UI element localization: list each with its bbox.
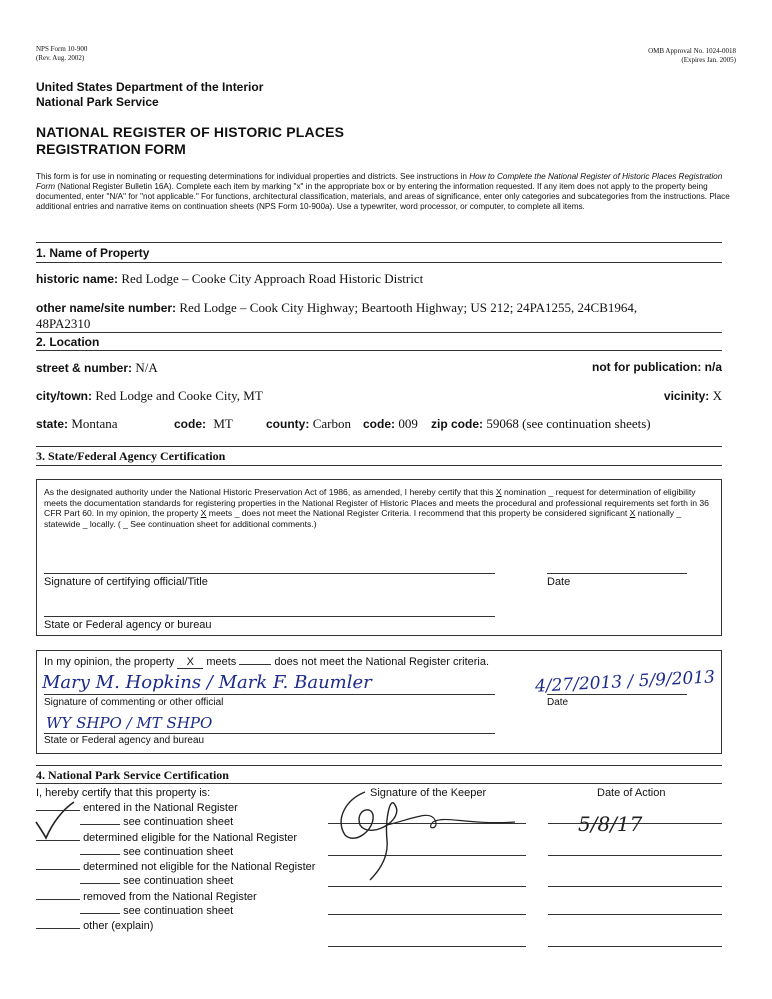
agency-label: State or Federal agency or bureau (44, 619, 212, 631)
certifying-signature-line (44, 573, 495, 574)
commenting-date-line (547, 694, 687, 695)
other-name-value: Red Lodge – Cook City Highway; Beartooth Highway; US 212; 24PA1255, 24CB1964, (179, 300, 638, 315)
divider (36, 765, 722, 766)
instructions: This form is for use in nominating or requesting determinations for individual properties and districts. See instructions in How to Complete the National Register of Historic Places Registration Form (National Register Bulletin 16A). Complete each item by marking "x" in the appropriate box or by entering the information requested. If any item does not apply to the property being documented, enter "N/A" for "not applicable." For functions, architectural classification, materials, and areas of significance, enter only categories and subcategories from the instructions. Place additional entries and narrative items on continuation sheets (NPS Form 10-900a). Use a typewriter, word processor, or computer, to complete all items. (36, 172, 730, 211)
entered-continuation: see continuation sheet (80, 816, 233, 828)
keeper-signature-label: Signature of the Keeper (370, 787, 487, 799)
commenting-agency-line (44, 733, 495, 734)
zip-field: zip code: 59068 (see continuation sheets) (431, 416, 651, 431)
keeper-signature-scribble (315, 780, 535, 890)
not-for-publication: not for publication: n/a (592, 360, 722, 374)
form-number: NPS Form 10-900 (36, 45, 88, 53)
service-name: National Park Service (36, 95, 159, 109)
divider (36, 465, 722, 466)
entered-checkmark (30, 800, 80, 840)
street-value: N/A (135, 360, 158, 375)
action-line-2 (548, 855, 722, 856)
date-of-action-label: Date of Action (597, 787, 666, 799)
removed-continuation: see continuation sheet (80, 905, 233, 917)
eligible-continuation: see continuation sheet (80, 846, 233, 858)
street-row: street & number: N/A (36, 360, 158, 375)
action-line-3 (548, 886, 722, 887)
certifying-date-label: Date (547, 576, 571, 588)
county-code-field: code: 009 (363, 416, 418, 431)
divider (36, 242, 722, 243)
handwritten-signature: Mary M. Hopkins / Mark F. Baumler (42, 672, 372, 693)
certification-text: As the designated authority under the National Historic Preservation Act of 1986, as amended, I hereby certify that this X nomination _ request for determination of eligibility meets the documentation standards for registering properties in the National Register of Historic Places and meets the procedural and professional requirements set forth in 36 CFR Part 60. In my opinion, the property X meets _ does not meet the National Register Criteria. I recommend that this property be considered significant X nationally _ statewide _ locally. ( _ See continuation sheet for additional comments.) (44, 487, 709, 529)
omb-approval: OMB Approval No. 1024-0018 (648, 47, 736, 55)
handwritten-date: 4/27/2013 / 5/9/2013 (534, 667, 716, 697)
section-3-heading: 3. State/Federal Agency Certification (36, 449, 226, 463)
keeper-line-5 (328, 946, 526, 947)
removed-item: removed from the National Register (36, 891, 257, 903)
entered-register-item: entered in the National Register (36, 802, 238, 814)
city-value: Red Lodge and Cooke City, MT (95, 388, 263, 403)
divider (36, 446, 722, 447)
action-line-5 (548, 946, 722, 947)
county-field: county: Carbon (266, 416, 351, 431)
divider (36, 332, 722, 333)
commenting-signature-line (44, 694, 495, 695)
not-eligible-continuation: see continuation sheet (80, 875, 233, 887)
divider (36, 350, 722, 351)
divider (36, 262, 722, 263)
handwritten-action-date: 5/8/17 (578, 812, 643, 836)
commenting-signature-label: Signature of commenting or other official (44, 697, 224, 708)
vicinity: vicinity: X (663, 388, 722, 403)
other-name-row (36, 300, 736, 316)
keeper-intro: I, hereby certify that this property is: (36, 787, 211, 799)
section-2-heading: 2. Location (36, 335, 100, 349)
handwritten-agency: WY SHPO / MT SHPO (46, 714, 213, 732)
other-name-value-cont: 48PA2310 (36, 316, 91, 331)
city-row: city/town: Red Lodge and Cooke City, MT (36, 388, 263, 403)
not-eligible-item: determined not eligible for the National Register (36, 861, 315, 873)
form-revision: (Rev. Aug. 2002) (36, 54, 85, 62)
omb-expiration: (Expires Jan. 2005) (681, 56, 736, 64)
state-field: state: Montana (36, 416, 118, 431)
historic-name-label: historic name: (36, 272, 119, 286)
opinion-line: In my opinion, the property X meets does not meet the National Register criteria. (44, 656, 490, 668)
commenting-date-label: Date (547, 697, 569, 708)
agency-line (44, 616, 495, 617)
keeper-line-4 (328, 914, 526, 915)
other-item: other (explain) (36, 920, 153, 932)
historic-name-row (36, 271, 423, 287)
eligible-item: determined eligible for the National Register (36, 832, 297, 844)
other-name-label: other name/site number: (36, 301, 177, 315)
action-line-4 (548, 914, 722, 915)
commenting-agency-label: State or Federal agency and bureau (44, 735, 205, 746)
form-subtitle: REGISTRATION FORM (36, 141, 186, 157)
historic-name-value: Red Lodge – Cooke City Approach Road Historic District (121, 271, 424, 286)
certifying-date-line (547, 573, 687, 574)
state-code-field: code: MT (174, 416, 233, 431)
form-title: NATIONAL REGISTER OF HISTORIC PLACES (36, 124, 345, 140)
section-1-heading: 1. Name of Property (36, 246, 150, 260)
certifying-signature-label: Signature of certifying official/Title (44, 576, 208, 588)
section-4-heading: 4. National Park Service Certification (36, 768, 229, 782)
department-name: United States Department of the Interior (36, 80, 264, 94)
